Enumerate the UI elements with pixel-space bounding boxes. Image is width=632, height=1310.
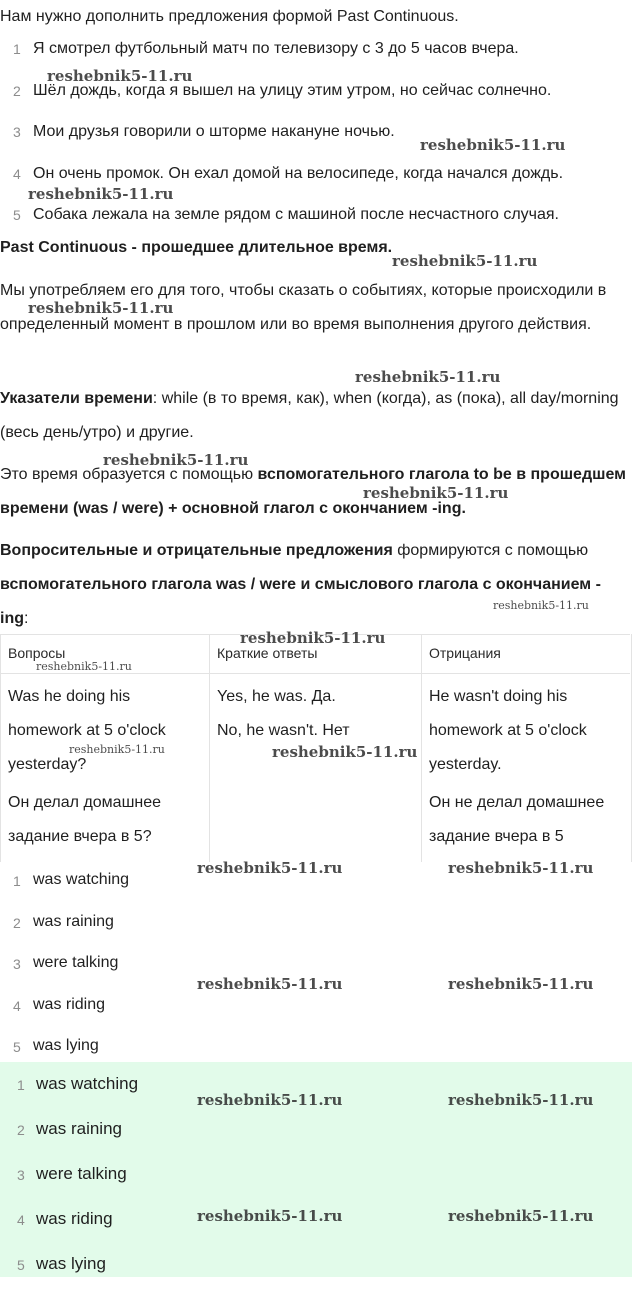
watermark: reshebnik5-11.ru [197, 975, 343, 993]
item-number: 5 [13, 1039, 21, 1055]
list-item [0, 80, 632, 122]
watermark: reshebnik5-11.ru [363, 484, 509, 502]
time-markers [0, 382, 628, 450]
item-number: 3 [13, 956, 21, 972]
question-rule [0, 534, 628, 636]
time-markers-label: Указатели времени [0, 390, 153, 407]
watermark: reshebnik5-11.ru [420, 136, 566, 154]
answer-text: were talking [33, 954, 119, 971]
sentence-text: Мои друзья говорили о шторме накануне ночью. [33, 123, 395, 140]
watermark: reshebnik5-11.ru [240, 629, 386, 647]
table-column-negations [421, 634, 632, 862]
watermark: reshebnik5-11.ru [28, 185, 174, 203]
sentence-text: Он очень промок. Он ехал домой на велосипеде, когда начался дождь. [33, 164, 564, 182]
answer-text: was riding [33, 995, 106, 1013]
item-number: 3 [13, 124, 21, 140]
item-number: 3 [17, 1167, 25, 1183]
sentence-text: Шёл дождь, когда я вышел на улицу этим утром, но сейчас солнечно. [33, 81, 552, 99]
time-markers-text: : while (в то время, как), when (когда), as (пока), all day/morning (весь день/утро) и другие. [0, 390, 619, 441]
answer-list [0, 858, 632, 1066]
question-rule-end: : [24, 610, 29, 627]
answer-text: was raining [36, 1119, 122, 1138]
watermark: reshebnik5-11.ru [28, 299, 174, 317]
formation-start: Это время образуется с помощью [0, 466, 258, 483]
short-answer-no: No, he wasn't. Нет [217, 722, 350, 739]
answer-text: was watching [33, 871, 130, 888]
answer-text: were talking [36, 1164, 127, 1183]
question-russian: Он делал домашнее задание вчера в 5? [8, 794, 162, 845]
watermark: reshebnik5-11.ru [69, 743, 165, 756]
watermark: reshebnik5-11.ru [392, 252, 538, 270]
answer-text: was lying [33, 1037, 99, 1054]
answer-text: was lying [36, 1254, 106, 1273]
table-header-short-answers: Краткие ответы [217, 645, 318, 661]
list-item [0, 1111, 632, 1156]
watermark: reshebnik5-11.ru [448, 975, 594, 993]
watermark: reshebnik5-11.ru [448, 1207, 594, 1225]
negation-english: He wasn't doing his homework at 5 o'clock yesterday. [429, 688, 587, 773]
item-number: 2 [17, 1122, 25, 1138]
question-rule-bold-2: вспомогательного глагола was / were и смыслового глагола с окончанием -ing [0, 576, 601, 627]
watermark: reshebnik5-11.ru [448, 859, 594, 877]
negation-russian: Он не делал домашнее задание вчера в 5 [429, 794, 605, 845]
watermark: reshebnik5-11.ru [197, 1207, 343, 1225]
short-answer-yes: Yes, he was. Да. [217, 688, 336, 705]
formation-bold: вспомогательного глагола to be в прошедшем времени (was / were) + основной глагол с окончанием -ing. [0, 466, 626, 517]
formation-rule [0, 458, 628, 526]
item-number: 2 [13, 82, 21, 99]
theory-heading: Past Continuous - прошедшее длительное время. [0, 239, 393, 256]
question-rule-bold: Вопросительные и отрицательные предложения [0, 542, 393, 559]
table-cell [217, 680, 416, 748]
watermark: reshebnik5-11.ru [493, 599, 589, 612]
watermark: reshebnik5-11.ru [36, 660, 132, 673]
watermark: reshebnik5-11.ru [197, 1091, 343, 1109]
watermark: reshebnik5-11.ru [197, 859, 343, 877]
watermark: reshebnik5-11.ru [103, 451, 249, 469]
list-item [0, 1024, 632, 1066]
question-english: Was he doing his homework at 5 o'clock yesterday? [8, 688, 166, 773]
item-number: 4 [13, 165, 21, 182]
item-number: 5 [17, 1257, 25, 1273]
table-cell [8, 680, 204, 854]
watermark: reshebnik5-11.ru [448, 1091, 594, 1109]
item-number: 1 [17, 1077, 25, 1093]
list-item [0, 1156, 632, 1201]
item-number: 1 [13, 873, 21, 889]
sentence-text: Я смотрел футбольный матч по телевизору с 3 до 5 часов вчера. [33, 40, 519, 57]
task-intro: Нам нужно дополнить предложения формой Past Continuous. [0, 8, 459, 25]
question-rule-mid: формируются с помощью [392, 542, 589, 559]
item-number: 2 [13, 914, 21, 931]
watermark: reshebnik5-11.ru [47, 67, 193, 85]
item-number: 4 [17, 1212, 25, 1228]
item-number: 5 [13, 207, 21, 223]
item-number: 4 [13, 997, 21, 1014]
table-cell [429, 680, 625, 854]
watermark: reshebnik5-11.ru [355, 368, 501, 386]
table-header-questions: Вопросы [8, 645, 66, 661]
answer-text: was watching [36, 1074, 139, 1093]
watermark: reshebnik5-11.ru [272, 743, 418, 761]
list-item [0, 900, 632, 942]
table-header-negations: Отрицания [429, 645, 501, 661]
list-item [0, 1246, 632, 1291]
answer-text: was riding [36, 1209, 113, 1228]
item-number: 1 [13, 41, 21, 57]
answer-text: was raining [33, 912, 114, 930]
sentence-text: Собака лежала на земле рядом с машиной после несчастного случая. [33, 206, 559, 223]
theory-usage: Мы употребляем его для того, чтобы сказать о событиях, которые происходили в определенный момент в прошлом или во время выполнения другого действия. [0, 282, 607, 333]
